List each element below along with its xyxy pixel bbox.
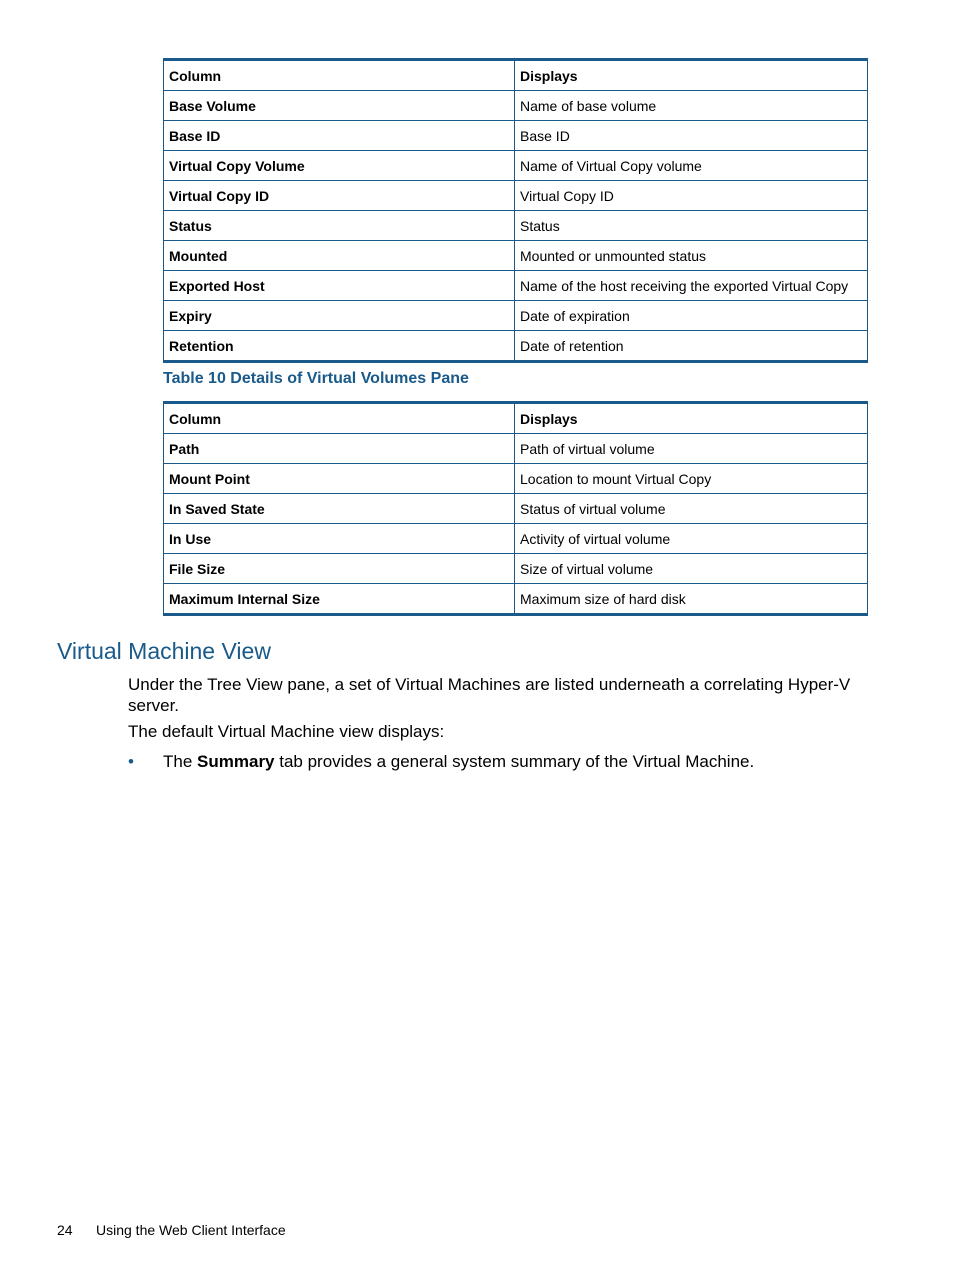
column-name-cell: Mounted	[164, 241, 515, 271]
displays-cell: Path of virtual volume	[515, 434, 868, 464]
header-cell-column: Column	[164, 60, 515, 91]
page-footer	[57, 1222, 286, 1238]
column-name-cell: Base Volume	[164, 91, 515, 121]
bullet-bold-term: Summary	[197, 752, 275, 771]
table-row	[164, 524, 868, 554]
table-row	[164, 434, 868, 464]
table-row	[164, 211, 868, 241]
column-name-cell: Exported Host	[164, 271, 515, 301]
page-number: 24	[57, 1222, 73, 1238]
columns-table	[163, 58, 868, 363]
displays-cell: Date of retention	[515, 331, 868, 362]
displays-cell: Size of virtual volume	[515, 554, 868, 584]
bullet-text	[163, 751, 754, 772]
table-row	[164, 554, 868, 584]
displays-cell: Name of base volume	[515, 91, 868, 121]
displays-cell: Location to mount Virtual Copy	[515, 464, 868, 494]
section-heading: Virtual Machine View	[57, 638, 271, 664]
column-name-cell: In Use	[164, 524, 515, 554]
column-name-cell: Maximum Internal Size	[164, 584, 515, 615]
bullet-suffix: tab provides a general system summary of the Virtual Machine.	[274, 752, 755, 771]
displays-cell: Base ID	[515, 121, 868, 151]
displays-cell: Activity of virtual volume	[515, 524, 868, 554]
displays-cell: Name of Virtual Copy volume	[515, 151, 868, 181]
header-cell-displays: Displays	[515, 60, 868, 91]
header-cell-displays: Displays	[515, 403, 868, 434]
table-header-row	[164, 60, 868, 91]
column-name-cell: Virtual Copy Volume	[164, 151, 515, 181]
column-name-cell: Retention	[164, 331, 515, 362]
table-caption: Table 10 Details of Virtual Volumes Pane	[163, 370, 469, 387]
displays-cell: Maximum size of hard disk	[515, 584, 868, 615]
column-name-cell: Path	[164, 434, 515, 464]
table-row	[164, 271, 868, 301]
displays-cell: Status of virtual volume	[515, 494, 868, 524]
column-name-cell: File Size	[164, 554, 515, 584]
virtual-volumes-table	[163, 401, 868, 616]
intro-paragraph: Under the Tree View pane, a set of Virtual Machines are listed underneath a correlating Hyper-V server.	[128, 675, 851, 715]
table-row	[164, 241, 868, 271]
displays-cell: Name of the host receiving the exported Virtual Copy	[515, 271, 868, 301]
bullet-icon: •	[128, 752, 134, 771]
table-row	[164, 494, 868, 524]
column-name-cell: In Saved State	[164, 494, 515, 524]
table-row	[164, 464, 868, 494]
table-row	[164, 584, 868, 615]
table-row	[164, 91, 868, 121]
bullet-prefix: The	[163, 752, 198, 771]
table-row	[164, 151, 868, 181]
default-view-paragraph: The default Virtual Machine view displays:	[128, 722, 445, 741]
displays-cell: Virtual Copy ID	[515, 181, 868, 211]
column-name-cell: Mount Point	[164, 464, 515, 494]
column-name-cell: Base ID	[164, 121, 515, 151]
column-name-cell: Status	[164, 211, 515, 241]
displays-cell: Mounted or unmounted status	[515, 241, 868, 271]
table-row	[164, 121, 868, 151]
column-name-cell: Expiry	[164, 301, 515, 331]
table-row	[164, 181, 868, 211]
table-header-row	[164, 403, 868, 434]
displays-cell: Date of expiration	[515, 301, 868, 331]
table-row	[164, 301, 868, 331]
table-row	[164, 331, 868, 362]
footer-title: Using the Web Client Interface	[96, 1222, 286, 1238]
header-cell-column: Column	[164, 403, 515, 434]
displays-cell: Status	[515, 211, 868, 241]
column-name-cell: Virtual Copy ID	[164, 181, 515, 211]
